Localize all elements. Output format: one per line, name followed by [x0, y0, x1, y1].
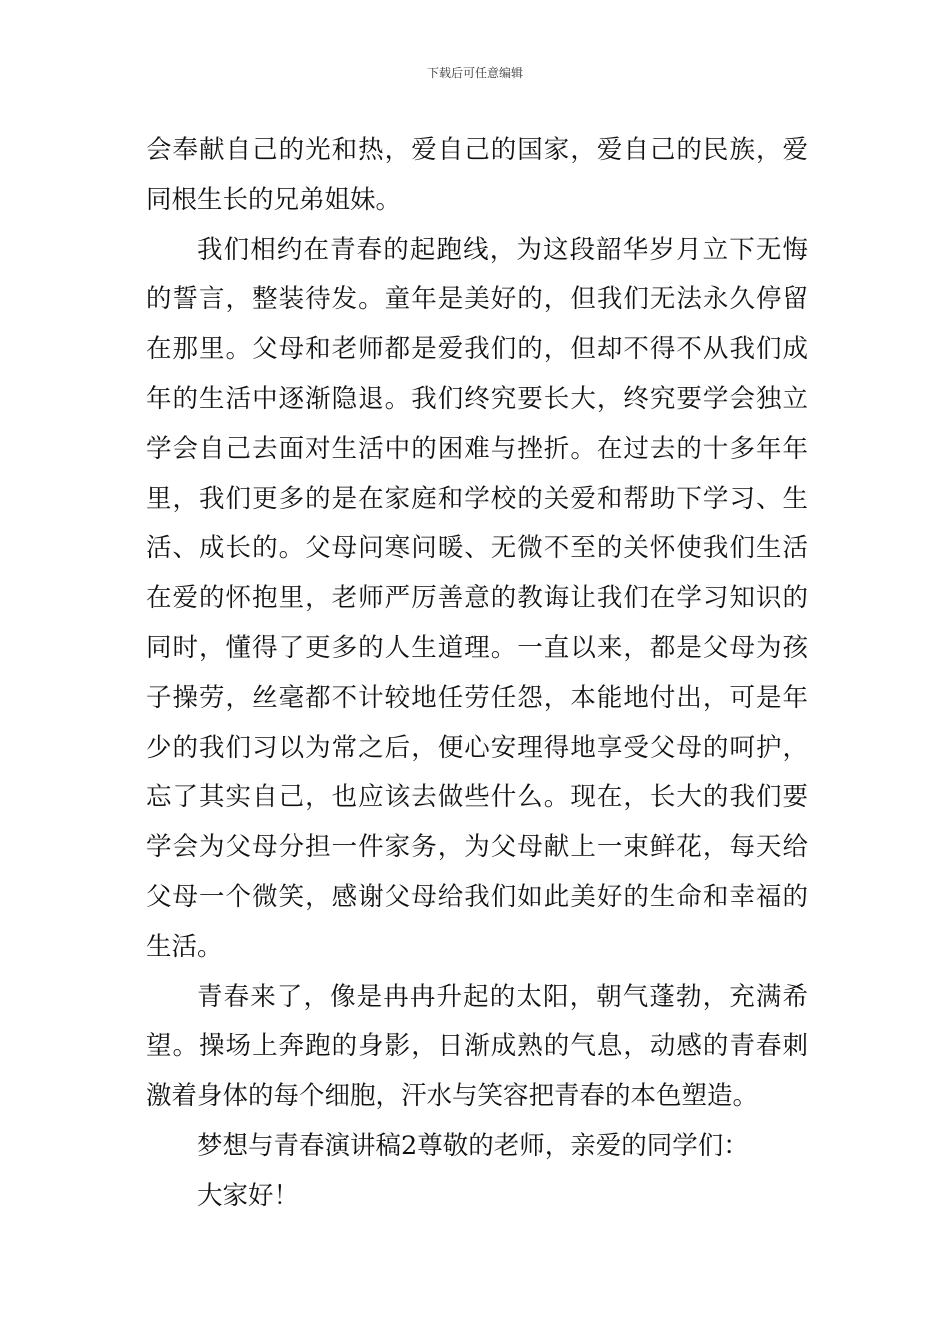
paragraph: 会奉献自己的光和热，爱自己的国家，爱自己的民族，爱同根生长的兄弟姐妹。 [146, 135, 808, 215]
header-note: 下载后可任意编辑 [426, 66, 523, 80]
paragraph: 青春来了，像是冉冉升起的太阳，朝气蓬勃，充满希望。操场上奔跑的身影，日渐成熟的气息，动感的青春刺激着身体的每个细胞，汗水与笑容把青春的本色塑造。 [146, 981, 808, 1112]
document-body [146, 126, 808, 1222]
greeting-line: 大家好！ [197, 1180, 300, 1211]
speech-title-line: 梦想与青春演讲稿2尊敬的老师，亲爱的同学们： [197, 1130, 749, 1161]
paragraph: 我们相约在青春的起跑线，为这段韶华岁月立下无悔的誓言，整装待发。童年是美好的，但我们无法永久停留在那里。父母和老师都是爱我们的，但却不得不从我们成年的生活中逐渐隐退。我们终究要长大，终究要学会独立学会自己去面对生活中的困难与挫折。在过去的十多年年里，我们更多的是在家庭和学校的关爱和帮助下学习、生活、成长的。父母问寒问暖、无微不至的关怀使我们生活在爱的怀抱里，老师严厉善意的教诲让我们在学习知识的同时，懂得了更多的人生道理。一直以来，都是父母为孩子操劳，丝毫都不计较地任劳任怨，本能地付出，可是年少的我们习以为常之后，便心安理得地享受父母的呵护，忘了其实自己，也应该去做些什么。现在，长大的我们要学会为父母分担一件家务，为父母献上一束鲜花，每天给父母一个微笑，感谢父母给我们如此美好的生命和幸福的生活。 [146, 234, 808, 962]
